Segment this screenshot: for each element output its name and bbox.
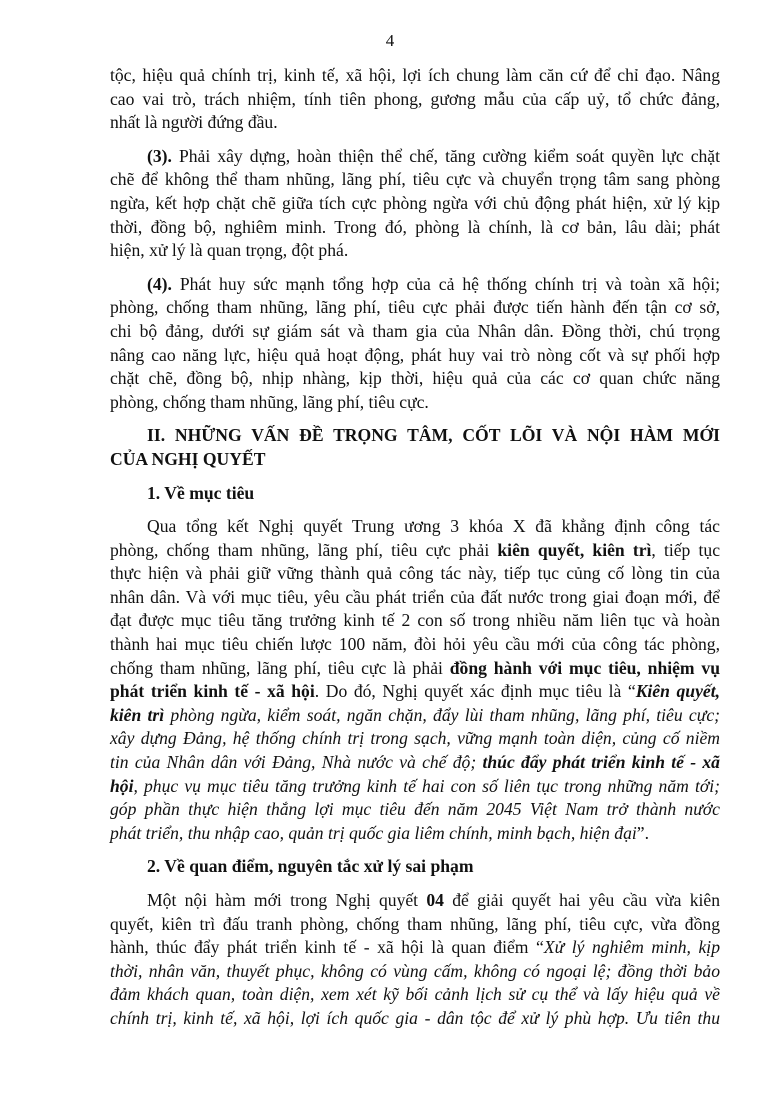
page-number: 4: [385, 31, 395, 50]
text-line: [110, 775, 720, 799]
text-line: [110, 704, 720, 728]
text-run: . Do đó, Nghị quyết xác định mục tiêu là “: [314, 681, 636, 702]
text-line: chi bộ đảng, dưới sự giám sát và tham gia của Nhân dân. Đồng thời, chú trọng: [110, 320, 720, 341]
text-line: nhân dân. Và với mục tiêu, yêu cầu phát triển của đất nước trong giai đoạn mới, để: [110, 586, 720, 607]
text-run: ”.: [636, 822, 650, 843]
intro-paragraph: [110, 64, 720, 135]
text-line: cao vai trò, trách nhiệm, tính tiên phong, gương mẫu của cấp uỷ, tổ chức đảng,: [110, 88, 720, 109]
text-line: thời, nhân văn, thuyết phục, không có vùng cấm, không có ngoại lệ; đồng thời bảo: [110, 960, 720, 981]
quote-italic: tin của Nhân dân với Đảng, Nhà nước và chế độ;: [110, 752, 483, 773]
objective-paragraph: [110, 515, 720, 845]
text-run: chống tham nhũng, lãng phí, tiêu cực là phải: [110, 657, 450, 678]
quote-italic: , phục vụ mục tiêu tăng trưởng kinh tế hai con số liên tục trong những năm tới;: [133, 775, 720, 796]
text-line: [110, 680, 720, 704]
text-line: [110, 936, 720, 960]
point-4-label: (4).: [147, 273, 172, 294]
subsection-title: 2. Về quan điểm, nguyên tắc xử lý sai phạm: [147, 856, 474, 877]
text-line: thành hai mục tiêu chiến lược 100 năm, đòi hỏi yêu cầu mới của công tác phòng,: [110, 634, 720, 655]
paragraph-gap: [110, 472, 720, 482]
emphasis-bold-italic: thúc đẩy phát triển kinh tế - xã: [482, 752, 720, 773]
text-line: [110, 657, 720, 681]
text-line: thực hiện và phải giữ vững thành quả công tác này, tiếp tục củng cố lòng tin của: [110, 563, 720, 584]
paragraph-gap: [110, 414, 720, 424]
text-run: Phải xây dựng, hoàn thiện thể chế, tăng cường kiểm soát quyền lực chặt: [171, 145, 720, 166]
subsection-title: 1. Về mục tiêu: [147, 482, 255, 503]
paragraph-gap: [110, 505, 720, 515]
emphasis-bold: đồng hành với mục tiêu, nhiệm vụ: [449, 657, 721, 678]
text-line: [110, 822, 720, 846]
emphasis-bold: kiên quyết, kiên trì: [497, 539, 652, 560]
text-line: ngừa, kết hợp chặt chẽ giữa tích cực phòng ngừa với chủ động phát hiện, xử lý kịp: [110, 192, 720, 213]
quote-italic: Xử lý nghiêm minh, kịp: [543, 937, 720, 958]
heading-line: CỦA NGHỊ QUYẾT: [110, 448, 266, 469]
text-run: Một nội hàm mới trong Nghị quyết: [147, 890, 427, 910]
paragraph-gap: [110, 845, 720, 855]
text-line: [110, 751, 720, 775]
subsection-1-title: [110, 482, 720, 506]
document-body: [110, 64, 720, 1031]
emphasis-bold: 04: [426, 890, 444, 910]
text-line: thời, đồng bộ, nghiêm minh. Trong đó, phòng là chính, là cơ bản, lâu dài; phát: [110, 216, 720, 237]
emphasis-bold-italic: hội: [110, 775, 134, 796]
principle-paragraph: [110, 889, 720, 1031]
quote-italic: phát triển, thu nhập cao, quản trị quốc gia liêm chính, minh bạch, hiện đại: [110, 822, 637, 843]
text-line: nâng cao năng lực, hiệu quả hoạt động, phát huy vai trò nòng cốt và sự phối hợp: [110, 344, 720, 365]
paragraph-gap: [110, 879, 720, 889]
text-run: Phát huy sức mạnh tổng hợp của cả hệ thống chính trị và toàn xã hội;: [171, 273, 720, 294]
text-line: tộc, hiệu quả chính trị, kinh tế, xã hội, lợi ích chung làm căn cứ để chỉ đạo. Nâng: [110, 65, 720, 85]
text-line: [110, 889, 720, 913]
point-4-paragraph: [110, 273, 720, 415]
text-line: phòng, chống tham nhũng, lãng phí, tiêu cực.: [110, 391, 429, 412]
section-2-heading: [110, 424, 720, 471]
text-line: chính trị, kinh tế, xã hội, lợi ích quốc gia - dân tộc để xử lý phù hợp. Ưu tiên thu: [110, 1007, 720, 1028]
heading-line: II. NHỮNG VẤN ĐỀ TRỌNG TÂM, CỐT LÕI VÀ NỘI HÀM MỚI: [147, 425, 720, 446]
text-run: , tiếp tục: [651, 539, 721, 560]
point-3-label: (3).: [147, 145, 172, 166]
text-line: góp phần thực hiện thắng lợi mục tiêu đến năm 2045 Việt Nam trở thành nước: [110, 799, 720, 820]
text-line: Qua tổng kết Nghị quyết Trung ương 3 khóa X đã khẳng định công tác: [147, 516, 720, 537]
paragraph-gap: [110, 263, 720, 273]
text-line: đảm khách quan, toàn diện, xem xét kỹ bối cảnh lịch sử cụ thể và lấy hiệu quả về: [110, 984, 720, 1005]
text-line: [110, 273, 720, 297]
quote-italic: phòng ngừa, kiểm soát, ngăn chặn, đẩy lùi tham nhũng, lãng phí, tiêu cực;: [164, 704, 720, 725]
text-line: đạt được mục tiêu tăng trưởng kinh tế 2 con số trong nhiều năm liên tục và hoàn: [110, 610, 720, 631]
text-line: xây dựng Đảng, hệ thống chính trị trong sạch, vững mạnh toàn diện, củng cố niềm: [110, 728, 720, 749]
text-line: [110, 539, 720, 563]
text-run: để giải quyết hai yêu cầu vừa kiên: [443, 890, 720, 910]
text-line: [110, 145, 720, 169]
emphasis-bold: phát triển kinh tế - xã hội: [110, 681, 315, 702]
text-line: nhất là người đứng đầu.: [110, 112, 278, 133]
text-line: chặt chẽ, đồng bộ, nhịp nhàng, kịp thời, hiệu quả của các cơ quan chức năng: [110, 368, 720, 389]
emphasis-bold-italic: Kiên quyết,: [635, 681, 720, 702]
text-line: quyết, kiên trì đấu tranh phòng, chống tham nhũng, lãng phí, tiêu cực, vừa đồng: [110, 913, 720, 934]
subsection-2-title: [110, 855, 720, 879]
text-line: hiện, xử lý là quan trọng, đột phá.: [110, 240, 349, 261]
point-3-paragraph: [110, 145, 720, 263]
text-line: phòng, chống tham nhũng, lãng phí, tiêu cực phải được tiến hành đến tận cơ sở,: [110, 297, 720, 318]
text-run: hành, thúc đẩy phát triển kinh tế - xã hội là quan điểm “: [110, 937, 544, 958]
text-run: phòng, chống tham nhũng, lãng phí, tiêu cực phải: [110, 539, 498, 560]
emphasis-bold-italic: kiên trì: [110, 704, 165, 725]
paragraph-gap: [110, 135, 720, 145]
text-line: chẽ để không thể tham nhũng, lãng phí, tiêu cực và chuyển trọng tâm sang phòng: [110, 169, 720, 190]
